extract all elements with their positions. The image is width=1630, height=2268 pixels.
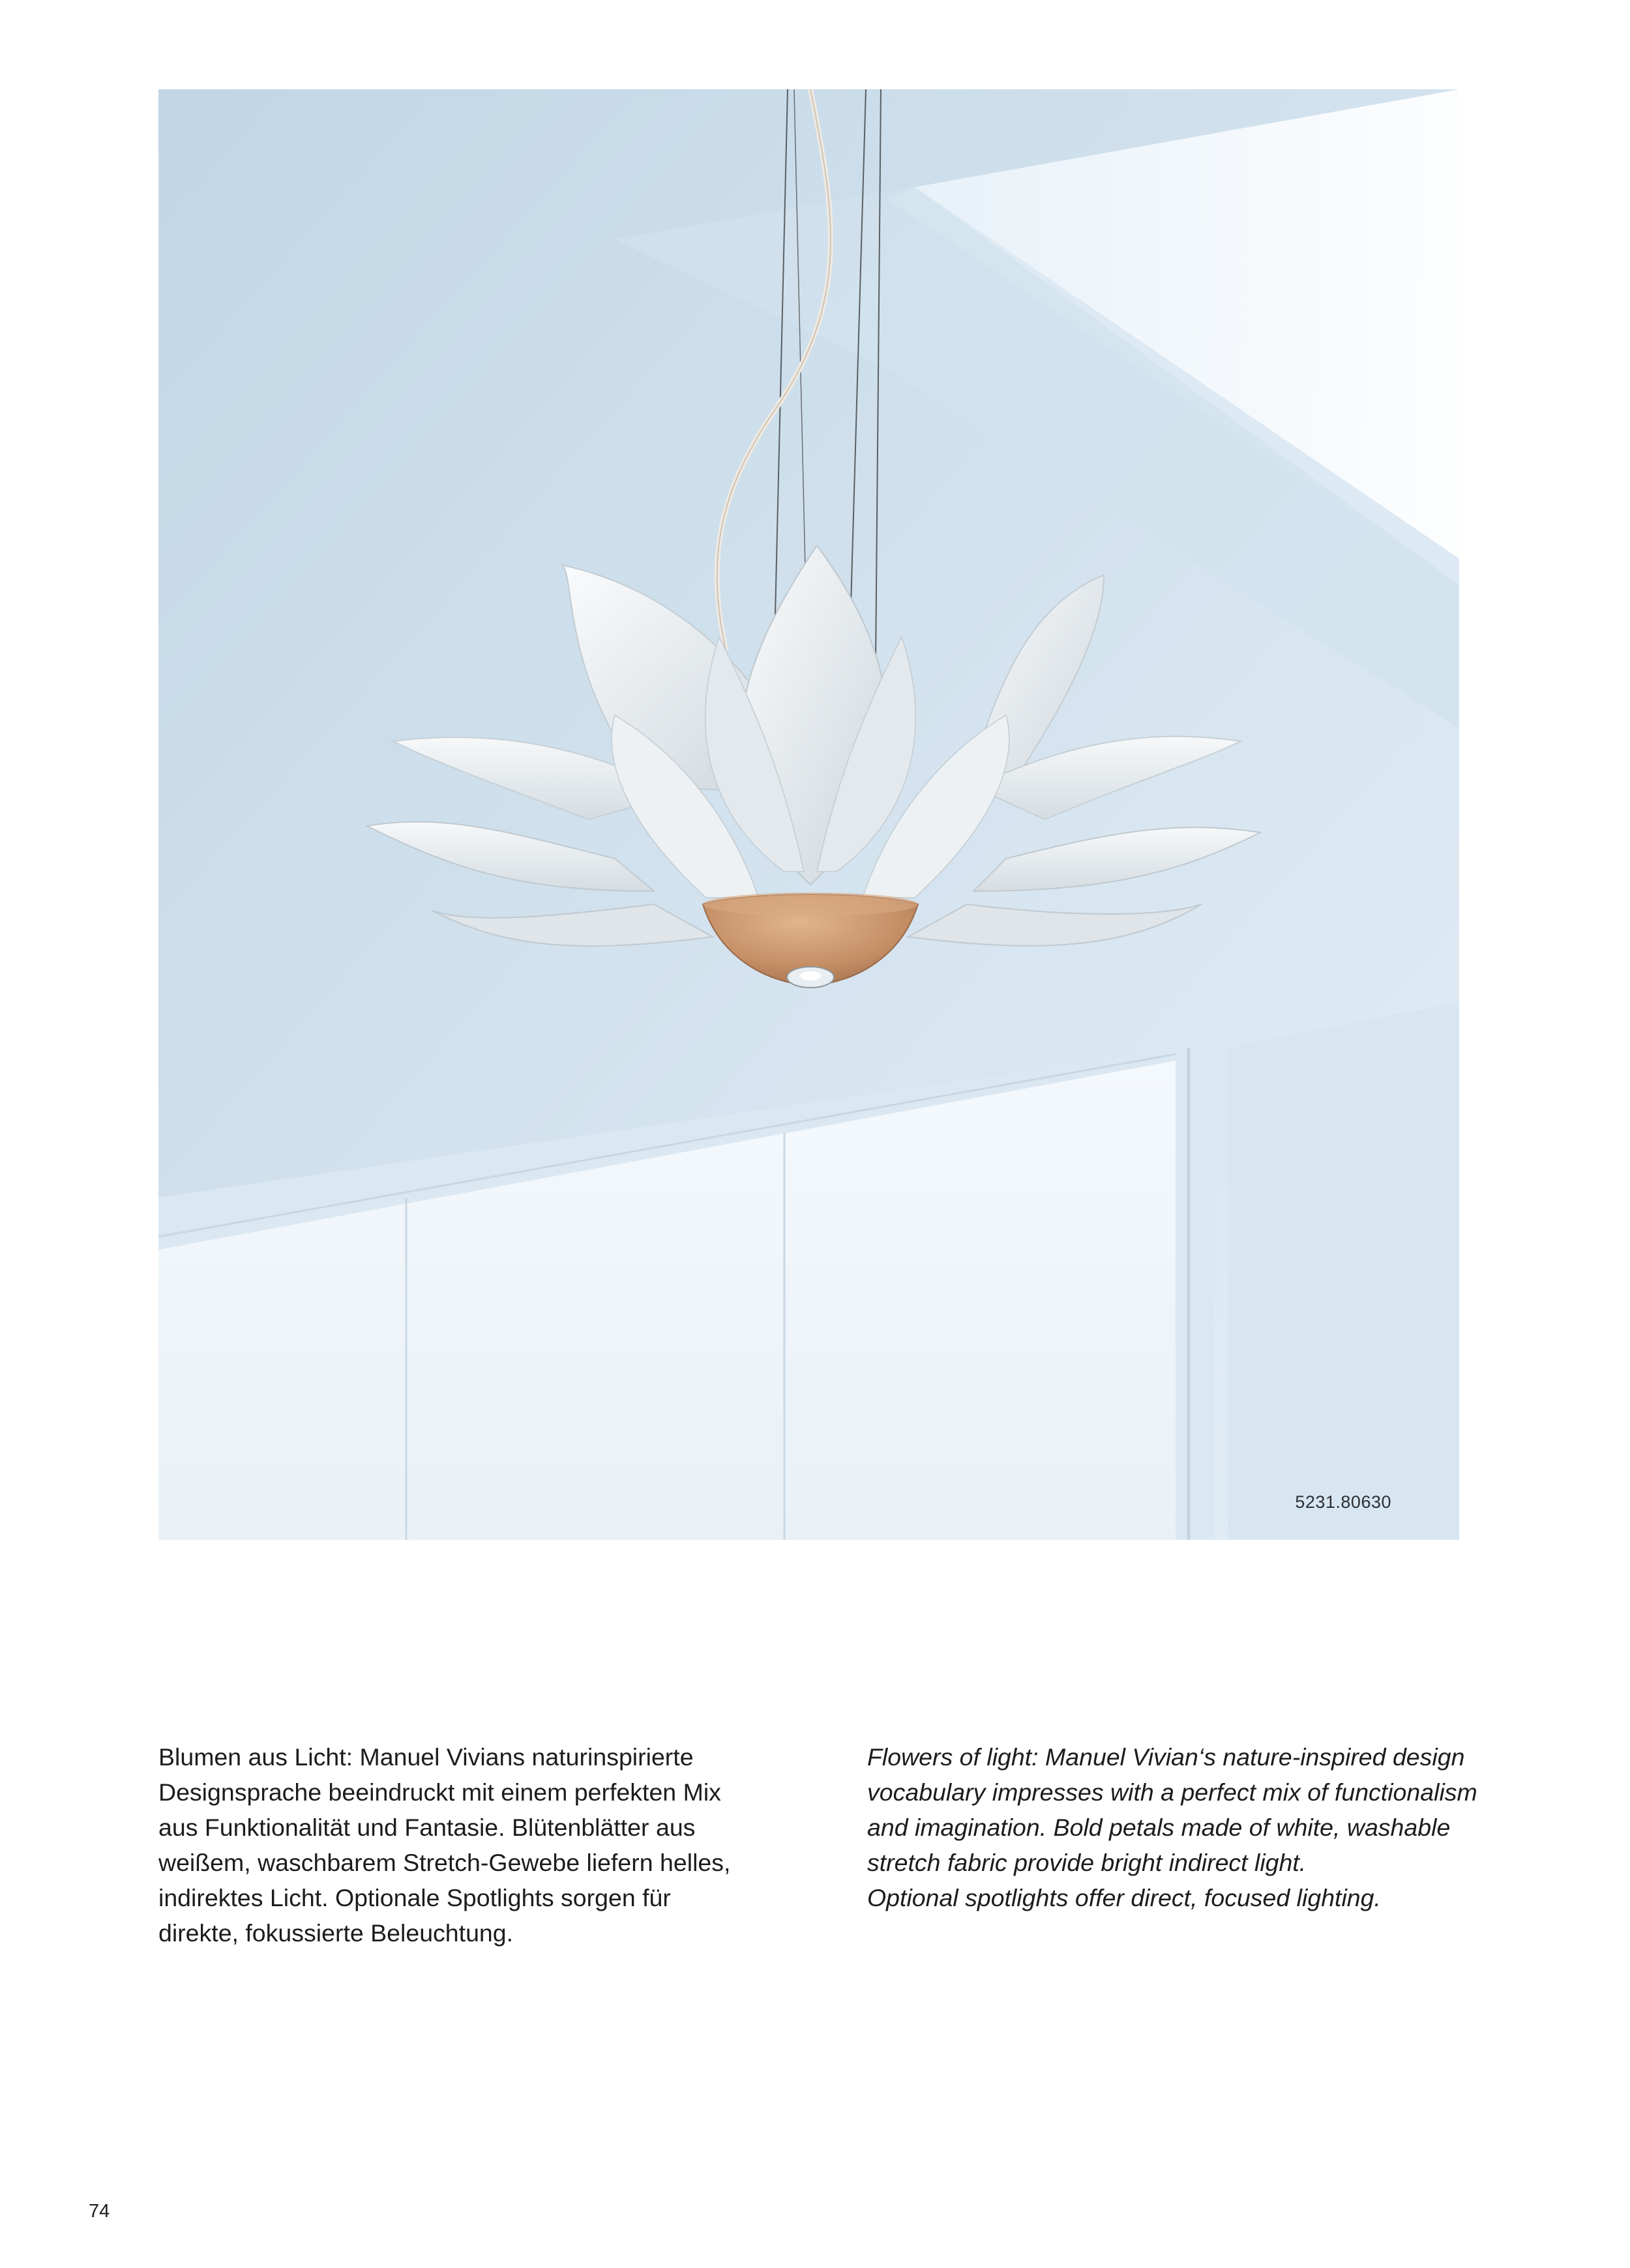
product-photo <box>158 89 1459 1540</box>
text-line: and imagination. Bold petals made of white, washable <box>867 1814 1451 1841</box>
description-german <box>158 1739 745 1951</box>
text-line: indirektes Licht. Optionale Spotlights sorgen für <box>158 1884 671 1911</box>
description-english <box>867 1739 1477 1915</box>
product-code: 5231.80630 <box>1295 1492 1391 1512</box>
text-line: Optional spotlights offer direct, focused lighting. <box>867 1884 1381 1911</box>
text-line: stretch fabric provide bright indirect light. <box>867 1849 1307 1876</box>
text-line: Blumen aus Licht: Manuel Vivians naturinspirierte <box>158 1743 694 1771</box>
text-line: Designsprache beeindruckt mit einem perfekten Mix <box>158 1778 721 1806</box>
text-line: aus Funktionalität und Fantasie. Blütenblätter aus <box>158 1814 696 1841</box>
page-number: 74 <box>89 2201 110 2222</box>
text-line: vocabulary impresses with a perfect mix of functionalism <box>867 1778 1477 1806</box>
text-line: Flowers of light: Manuel Vivian‘s nature-inspired design <box>867 1743 1465 1771</box>
text-line: direkte, fokussierte Beleuchtung. <box>158 1919 514 1947</box>
text-line: weißem, waschbarem Stretch-Gewebe liefern helles, <box>158 1849 731 1876</box>
pendant-lamp-image <box>158 89 1459 1540</box>
